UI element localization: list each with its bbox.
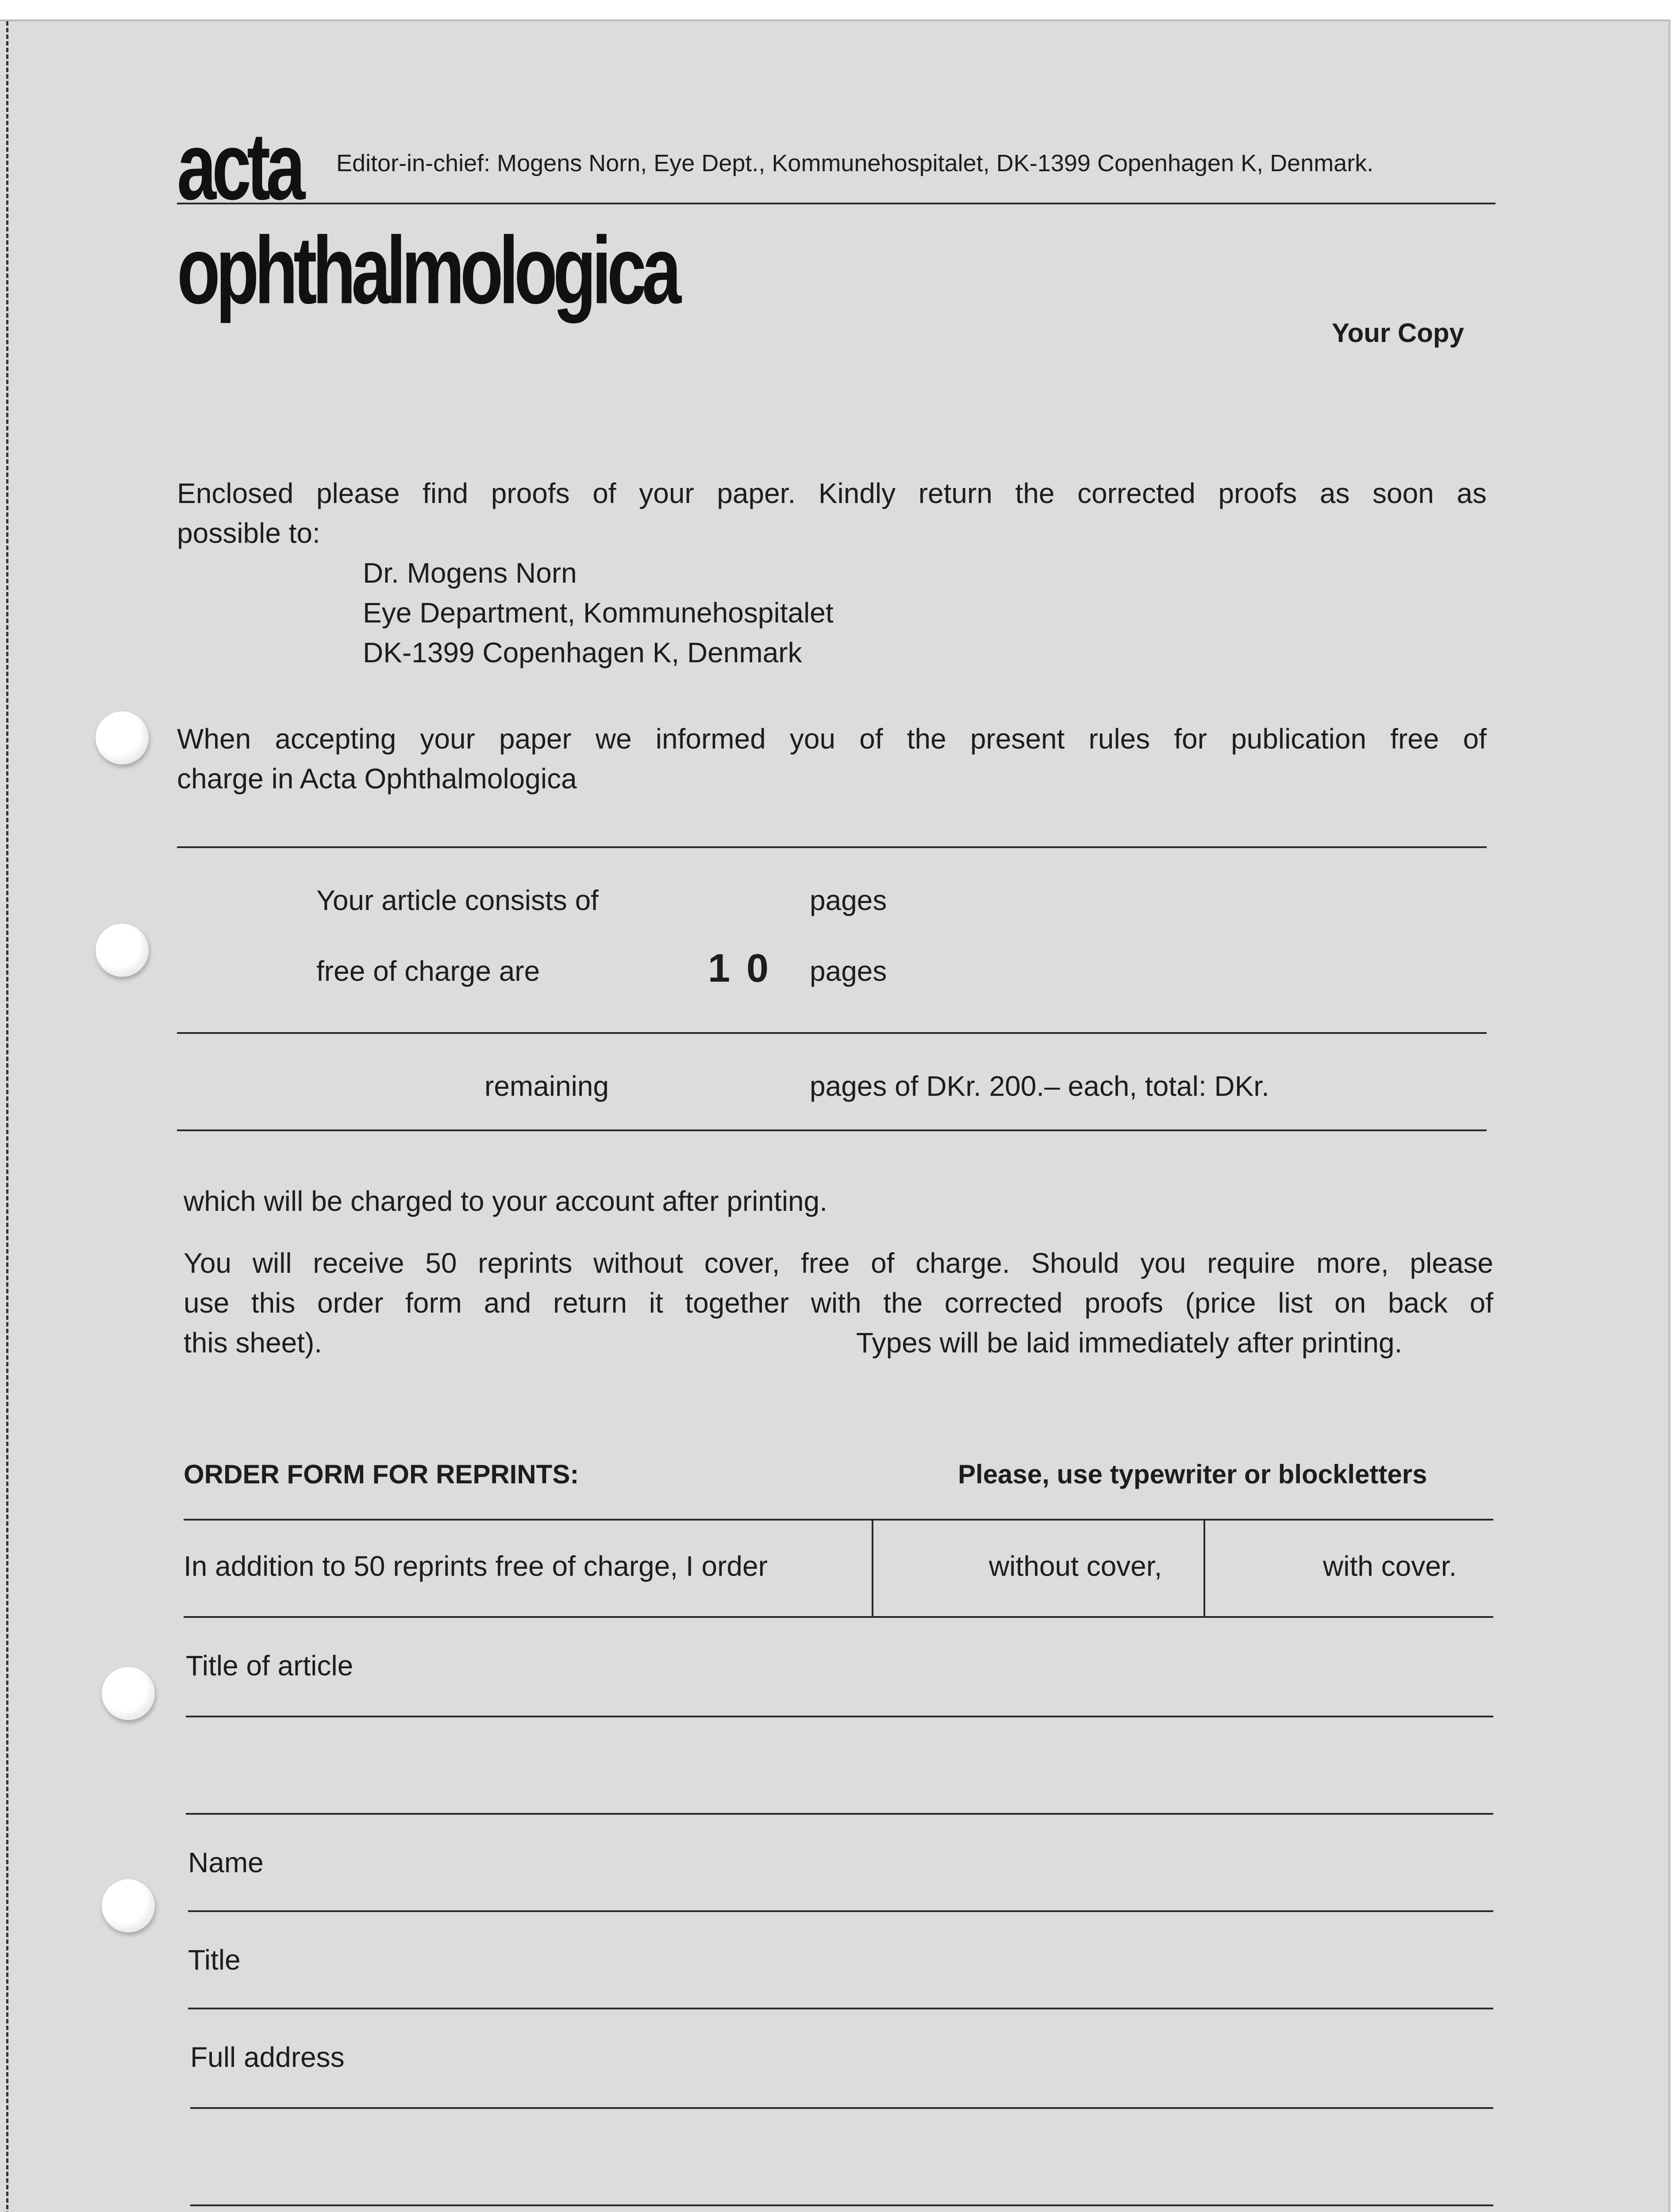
free-of-charge-label: free of charge are (316, 955, 540, 987)
reprints-line-3-left: this sheet). (184, 1327, 323, 1359)
order-table-bottom-rule (184, 1616, 1493, 1618)
reprints-line-3-right: Types will be laid immediately after printing. (856, 1327, 1403, 1359)
pages-table-bottom-rule (177, 1129, 1487, 1131)
punch-hole-2 (96, 924, 149, 977)
order-table-top-rule (184, 1519, 1493, 1521)
address-line-1: Dr. Mogens Norn (363, 557, 577, 589)
remaining-rate-label: pages of DKr. 200.– each, total: DKr. (810, 1070, 1269, 1102)
order-table-divider-2 (1203, 1519, 1205, 1616)
title-label: Title (188, 1944, 241, 1976)
your-copy-label: Your Copy (1332, 318, 1464, 348)
full-address-field-2[interactable] (190, 2204, 1493, 2206)
pages-label-1: pages (810, 884, 887, 916)
title-of-article-label: Title of article (186, 1650, 354, 1682)
pages-label-2: pages (810, 955, 887, 987)
address-line-3: DK-1399 Copenhagen K, Denmark (363, 637, 802, 668)
intro-line-2: possible to: (177, 517, 320, 549)
header-rule (177, 203, 1495, 204)
reprints-line-2: use this order form and return it together with the corrected proofs (price list on back of (184, 1287, 1493, 1319)
with-cover-option[interactable]: with cover. (1323, 1550, 1457, 1582)
rules-line-1: When accepting your paper we informed you of the present rules for publication free of (177, 723, 1487, 755)
logo-ophthalmologica: ophthalmologica (177, 216, 677, 324)
charged-text: which will be charged to your account after printing. (184, 1185, 827, 1217)
remaining-label: remaining (484, 1070, 609, 1102)
rules-line-2: charge in Acta Ophthalmologica (177, 763, 577, 795)
order-table-divider-1 (872, 1519, 873, 1616)
title-of-article-field[interactable] (186, 1716, 1493, 1717)
editor-line: Editor-in-chief: Mogens Norn, Eye Dept., Kommunehospitalet, DK-1399 Copenhagen K, Denmark. (336, 150, 1374, 177)
punch-hole-4 (102, 1879, 155, 1932)
free-pages-value: 1 0 (708, 946, 772, 991)
title-of-article-field-2[interactable] (186, 1813, 1493, 1815)
pages-table-middle-rule (177, 1032, 1487, 1034)
proof-form-sheet (0, 19, 1671, 2212)
logo-acta: acta (177, 112, 301, 220)
name-label: Name (188, 1847, 264, 1878)
full-address-field[interactable] (190, 2107, 1493, 2109)
reprints-line-1: You will receive 50 reprints without cover, free of charge. Should you require more, please (184, 1247, 1493, 1279)
title-field[interactable] (188, 2008, 1493, 2009)
intro-line-1: Enclosed please find proofs of your paper. Kindly return the corrected proofs as soon as (177, 477, 1487, 509)
punch-hole-1 (96, 711, 149, 764)
full-address-label: Full address (190, 2041, 345, 2073)
address-line-2: Eye Department, Kommunehospitalet (363, 597, 834, 629)
order-form-heading: ORDER FORM FOR REPRINTS: (184, 1459, 579, 1489)
without-cover-option[interactable]: without cover, (989, 1550, 1162, 1582)
pages-table-top-rule (177, 846, 1487, 848)
punch-hole-3 (102, 1667, 155, 1720)
name-field[interactable] (188, 1910, 1493, 1912)
article-consists-label: Your article consists of (316, 884, 599, 916)
perforation-line (6, 21, 8, 2212)
order-form-instruction: Please, use typewriter or blockletters (958, 1459, 1427, 1489)
order-quantity-label: In addition to 50 reprints free of charge, I order (184, 1550, 768, 1582)
